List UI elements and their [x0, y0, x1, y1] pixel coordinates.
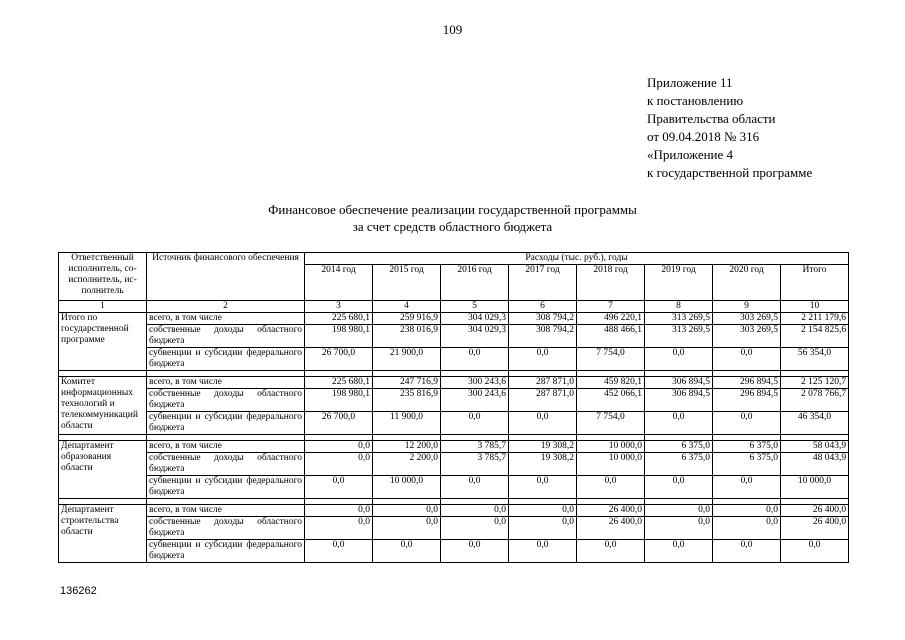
value-cell: 0,0 — [645, 348, 713, 371]
table-row — [59, 348, 849, 371]
source-cell: всего, в том числе — [147, 441, 305, 453]
source-cell: всего, в том числе — [147, 505, 305, 517]
total-cell: 58 043,9 — [781, 441, 849, 453]
source-cell: собственные доходы областного бюджета — [147, 517, 305, 540]
column-number: 9 — [713, 301, 781, 313]
appendix-line: от 09.04.2018 № 316 — [647, 129, 760, 144]
value-cell: 287 871,0 — [509, 389, 577, 412]
value-cell: 19 308,2 — [509, 453, 577, 476]
value-cell: 0,0 — [713, 505, 781, 517]
appendix-line: к государственной программе — [647, 165, 813, 180]
value-cell: 0,0 — [645, 517, 713, 540]
page-number: 109 — [442, 22, 463, 37]
value-cell: 0,0 — [373, 540, 441, 563]
value-cell: 0,0 — [713, 348, 781, 371]
value-cell: 0,0 — [577, 540, 645, 563]
column-number: 4 — [373, 301, 441, 313]
value-cell: 0,0 — [441, 505, 509, 517]
table-body — [59, 313, 849, 563]
value-cell: 238 016,9 — [373, 325, 441, 348]
value-cell: 303 269,5 — [713, 313, 781, 325]
header-year: 2019 год — [645, 265, 713, 301]
table-row — [59, 377, 849, 389]
total-cell: 10 000,0 — [781, 476, 849, 499]
column-number: 6 — [509, 301, 577, 313]
value-cell: 10 000,0 — [373, 476, 441, 499]
value-cell: 452 066,1 — [577, 389, 645, 412]
header-year: 2017 год — [509, 265, 577, 301]
value-cell: 6 375,0 — [713, 453, 781, 476]
value-cell: 304 029,3 — [441, 325, 509, 348]
value-cell: 26 400,0 — [577, 517, 645, 540]
table-row — [59, 441, 849, 453]
total-cell: 48 043,9 — [781, 453, 849, 476]
value-cell: 7 754,0 — [577, 412, 645, 435]
table-row — [59, 476, 849, 499]
total-cell: 2 154 825,6 — [781, 325, 849, 348]
value-cell: 19 308,2 — [509, 441, 577, 453]
value-cell: 308 794,2 — [509, 313, 577, 325]
table-row — [59, 540, 849, 563]
value-cell: 304 029,3 — [441, 313, 509, 325]
value-cell: 0,0 — [713, 412, 781, 435]
column-number: 3 — [305, 301, 373, 313]
table-row — [59, 412, 849, 435]
financing-table — [58, 252, 849, 563]
appendix-line: Приложение 11 — [647, 75, 733, 90]
value-cell: 300 243,6 — [441, 389, 509, 412]
value-cell: 6 375,0 — [645, 453, 713, 476]
value-cell: 488 466,1 — [577, 325, 645, 348]
total-cell: 2 078 766,7 — [781, 389, 849, 412]
appendix-line: Правительства области — [647, 111, 776, 126]
value-cell: 296 894,5 — [713, 377, 781, 389]
table-row — [59, 453, 849, 476]
value-cell: 0,0 — [373, 517, 441, 540]
value-cell: 306 894,5 — [645, 389, 713, 412]
value-cell: 12 200,0 — [373, 441, 441, 453]
value-cell: 0,0 — [713, 476, 781, 499]
value-cell: 225 680,1 — [305, 313, 373, 325]
executor-cell: Департамент образования области — [59, 441, 147, 499]
header-year: 2014 год — [305, 265, 373, 301]
executor-cell: Комитет информационных технологий и телекоммуникаций области — [59, 377, 147, 435]
value-cell: 0,0 — [441, 540, 509, 563]
value-cell: 306 894,5 — [645, 377, 713, 389]
value-cell: 0,0 — [441, 412, 509, 435]
value-cell: 0,0 — [509, 348, 577, 371]
value-cell: 496 220,1 — [577, 313, 645, 325]
value-cell: 0,0 — [577, 476, 645, 499]
value-cell: 0,0 — [509, 412, 577, 435]
value-cell: 6 375,0 — [713, 441, 781, 453]
total-cell: 56 354,0 — [781, 348, 849, 371]
source-cell: субвенции и субсидии федерального бюджета — [147, 412, 305, 435]
column-number: 2 — [147, 301, 305, 313]
value-cell: 0,0 — [645, 505, 713, 517]
value-cell: 235 816,9 — [373, 389, 441, 412]
source-cell: собственные доходы областного бюджета — [147, 325, 305, 348]
document-title — [0, 201, 905, 235]
title-line-1: Финансовое обеспечение реализации государственной программы — [268, 202, 637, 217]
value-cell: 0,0 — [305, 441, 373, 453]
total-cell: 46 354,0 — [781, 412, 849, 435]
source-cell: субвенции и субсидии федерального бюджета — [147, 540, 305, 563]
column-number: 1 — [59, 301, 147, 313]
table-row — [59, 313, 849, 325]
header-year: 2016 год — [441, 265, 509, 301]
source-cell: субвенции и субсидии федерального бюджета — [147, 348, 305, 371]
value-cell: 0,0 — [713, 540, 781, 563]
column-number: 10 — [781, 301, 849, 313]
total-cell: 0,0 — [781, 540, 849, 563]
value-cell: 0,0 — [305, 505, 373, 517]
header-source: Источник финансового обеспечения — [147, 253, 305, 301]
value-cell: 459 820,1 — [577, 377, 645, 389]
value-cell: 313 269,5 — [645, 313, 713, 325]
source-cell: всего, в том числе — [147, 313, 305, 325]
value-cell: 0,0 — [645, 412, 713, 435]
value-cell: 0,0 — [509, 540, 577, 563]
value-cell: 11 900,0 — [373, 412, 441, 435]
value-cell: 3 785,7 — [441, 453, 509, 476]
total-cell: 2 211 179,6 — [781, 313, 849, 325]
source-cell: всего, в том числе — [147, 377, 305, 389]
footer-code: 136262 — [60, 585, 97, 597]
value-cell: 0,0 — [441, 476, 509, 499]
value-cell: 26 700,0 — [305, 348, 373, 371]
title-line-2: за счет средств областного бюджета — [352, 219, 553, 234]
header-expenses-group: Расходы (тыс. руб.), годы — [305, 253, 849, 265]
header-year: 2018 год — [577, 265, 645, 301]
value-cell: 2 200,0 — [373, 453, 441, 476]
value-cell: 225 680,1 — [305, 377, 373, 389]
appendix-line: «Приложение 4 — [647, 147, 734, 162]
executor-cell: Департамент строительства области — [59, 505, 147, 563]
source-cell: собственные доходы областного бюджета — [147, 453, 305, 476]
source-cell: субвенции и субсидии федерального бюджета — [147, 476, 305, 499]
total-cell: 26 400,0 — [781, 505, 849, 517]
value-cell: 0,0 — [441, 517, 509, 540]
value-cell: 303 269,5 — [713, 325, 781, 348]
column-number: 5 — [441, 301, 509, 313]
table-row — [59, 505, 849, 517]
header-year: 2015 год — [373, 265, 441, 301]
value-cell: 10 000,0 — [577, 453, 645, 476]
source-cell: собственные доходы областного бюджета — [147, 389, 305, 412]
table-row — [59, 325, 849, 348]
total-cell: 2 125 120,7 — [781, 377, 849, 389]
value-cell: 21 900,0 — [373, 348, 441, 371]
value-cell: 0,0 — [509, 476, 577, 499]
value-cell: 0,0 — [645, 540, 713, 563]
value-cell: 10 000,0 — [577, 441, 645, 453]
value-cell: 313 269,5 — [645, 325, 713, 348]
appendix-line: к постановлению — [647, 93, 744, 108]
value-cell: 287 871,0 — [509, 377, 577, 389]
header-executor: Ответственный исполнитель, со- исполнитель, ис- полнитель — [59, 253, 147, 301]
value-cell: 0,0 — [441, 348, 509, 371]
column-number: 7 — [577, 301, 645, 313]
value-cell: 0,0 — [509, 517, 577, 540]
value-cell: 7 754,0 — [577, 348, 645, 371]
table-row — [59, 389, 849, 412]
value-cell: 0,0 — [305, 517, 373, 540]
header-total: Итого — [781, 265, 849, 301]
value-cell: 300 243,6 — [441, 377, 509, 389]
value-cell: 3 785,7 — [441, 441, 509, 453]
value-cell: 296 894,5 — [713, 389, 781, 412]
table-row — [59, 517, 849, 540]
value-cell: 0,0 — [305, 453, 373, 476]
value-cell: 0,0 — [373, 505, 441, 517]
value-cell: 198 980,1 — [305, 325, 373, 348]
value-cell: 0,0 — [509, 505, 577, 517]
appendix-reference — [647, 74, 812, 182]
value-cell: 26 400,0 — [577, 505, 645, 517]
header-year: 2020 год — [713, 265, 781, 301]
column-number: 8 — [645, 301, 713, 313]
total-cell: 26 400,0 — [781, 517, 849, 540]
executor-cell: Итого по государственной программе — [59, 313, 147, 371]
value-cell: 198 980,1 — [305, 389, 373, 412]
value-cell: 0,0 — [645, 476, 713, 499]
value-cell: 0,0 — [713, 517, 781, 540]
value-cell: 6 375,0 — [645, 441, 713, 453]
value-cell: 259 916,9 — [373, 313, 441, 325]
value-cell: 0,0 — [305, 540, 373, 563]
value-cell: 26 700,0 — [305, 412, 373, 435]
value-cell: 247 716,9 — [373, 377, 441, 389]
value-cell: 0,0 — [305, 476, 373, 499]
value-cell: 308 794,2 — [509, 325, 577, 348]
